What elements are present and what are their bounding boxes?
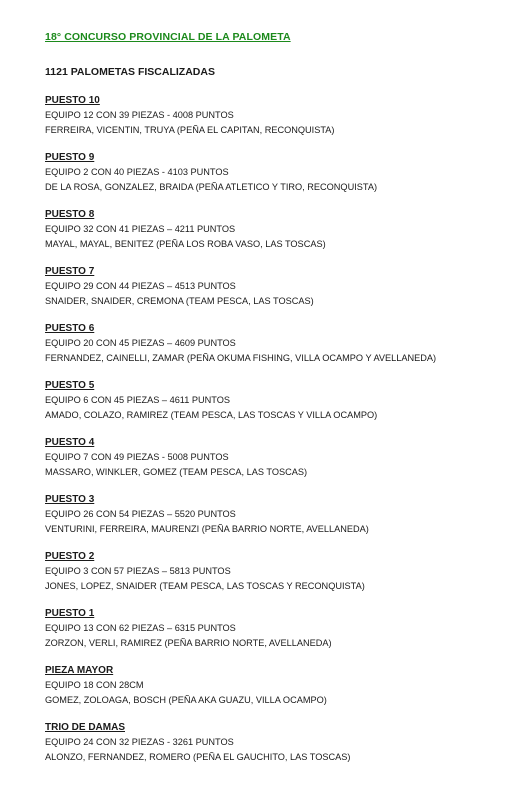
entry-heading: PUESTO 9: [45, 152, 95, 163]
entry-team-line: EQUIPO 24 CON 32 PIEZAS - 3261 PUNTOS: [45, 737, 234, 747]
result-entry: [45, 721, 488, 764]
entry-team-line: EQUIPO 6 CON 45 PIEZAS – 4611 PUNTOS: [45, 395, 231, 405]
result-entry: [45, 607, 488, 650]
result-entry: [45, 379, 488, 422]
entry-members-line: GOMEZ, ZOLOAGA, BOSCH (PEÑA AKA GUAZU, VILLA OCAMPO): [45, 694, 327, 705]
entry-team-line: EQUIPO 29 CON 44 PIEZAS – 4513 PUNTOS: [45, 281, 236, 291]
entry-members-line: DE LA ROSA, GONZALEZ, BRAIDA (PEÑA ATLETICO Y TIRO, RECONQUISTA): [45, 181, 378, 192]
entry-members-line: VENTURINI, FERREIRA, MAURENZI (PEÑA BARRIO NORTE, AVELLANEDA): [45, 523, 369, 534]
entry-heading: PUESTO 7: [45, 266, 95, 277]
entry-heading: PUESTO 1: [45, 608, 95, 619]
entry-members-line: MAYAL, MAYAL, BENITEZ (PEÑA LOS ROBA VASO, LAS TOSCAS): [45, 238, 326, 249]
entry-team-line: EQUIPO 20 CON 45 PIEZAS – 4609 PUNTOS: [45, 338, 236, 348]
entry-team-line: EQUIPO 3 CON 57 PIEZAS – 5813 PUNTOS: [45, 566, 231, 576]
result-entry: [45, 94, 488, 137]
entry-members-line: ALONZO, FERNANDEZ, ROMERO (PEÑA EL GAUCHITO, LAS TOSCAS): [45, 751, 351, 762]
entry-heading: PUESTO 8: [45, 209, 95, 220]
entry-heading: PUESTO 2: [45, 551, 95, 562]
result-entry: [45, 208, 488, 251]
entry-team-line: EQUIPO 26 CON 54 PIEZAS – 5520 PUNTOS: [45, 509, 236, 519]
result-entry: [45, 550, 488, 593]
entry-team-line: EQUIPO 18 CON 28CM: [45, 680, 144, 690]
entry-heading: PUESTO 3: [45, 494, 95, 505]
entry-team-line: EQUIPO 32 CON 41 PIEZAS – 4211 PUNTOS: [45, 224, 236, 234]
entry-heading: PUESTO 5: [45, 380, 95, 391]
document-subtitle: 1121 PALOMETAS FISCALIZADAS: [45, 66, 215, 78]
entry-members-line: FERREIRA, VICENTIN, TRUYA (PEÑA EL CAPITAN, RECONQUISTA): [45, 124, 335, 135]
result-entry: [45, 151, 488, 194]
entry-heading: PUESTO 6: [45, 323, 95, 334]
entry-members-line: AMADO, COLAZO, RAMIREZ (TEAM PESCA, LAS TOSCAS Y VILLA OCAMPO): [45, 409, 378, 420]
result-entry: [45, 322, 488, 365]
results-list: [45, 94, 488, 764]
result-entry: [45, 493, 488, 536]
entry-heading: PUESTO 4: [45, 437, 95, 448]
result-entry: [45, 436, 488, 479]
entry-members-line: FERNANDEZ, CAINELLI, ZAMAR (PEÑA OKUMA FISHING, VILLA OCAMPO Y AVELLANEDA): [45, 352, 437, 363]
entry-team-line: EQUIPO 12 CON 39 PIEZAS - 4008 PUNTOS: [45, 110, 234, 120]
document-title: 18° CONCURSO PROVINCIAL DE LA PALOMETA: [45, 31, 291, 43]
entry-members-line: JONES, LOPEZ, SNAIDER (TEAM PESCA, LAS TOSCAS Y RECONQUISTA): [45, 580, 365, 591]
result-entry: [45, 664, 488, 707]
entry-team-line: EQUIPO 2 CON 40 PIEZAS - 4103 PUNTOS: [45, 167, 229, 177]
entry-members-line: MASSARO, WINKLER, GOMEZ (TEAM PESCA, LAS TOSCAS): [45, 466, 308, 477]
entry-team-line: EQUIPO 7 CON 49 PIEZAS - 5008 PUNTOS: [45, 452, 229, 462]
entry-members-line: ZORZON, VERLI, RAMIREZ (PEÑA BARRIO NORTE, AVELLANEDA): [45, 637, 332, 648]
entry-heading: TRIO DE DAMAS: [45, 722, 125, 733]
entry-heading: PIEZA MAYOR: [45, 665, 114, 676]
entry-heading: PUESTO 10: [45, 95, 100, 106]
entry-team-line: EQUIPO 13 CON 62 PIEZAS – 6315 PUNTOS: [45, 623, 236, 633]
entry-members-line: SNAIDER, SNAIDER, CREMONA (TEAM PESCA, LAS TOSCAS): [45, 295, 314, 306]
result-entry: [45, 265, 488, 308]
